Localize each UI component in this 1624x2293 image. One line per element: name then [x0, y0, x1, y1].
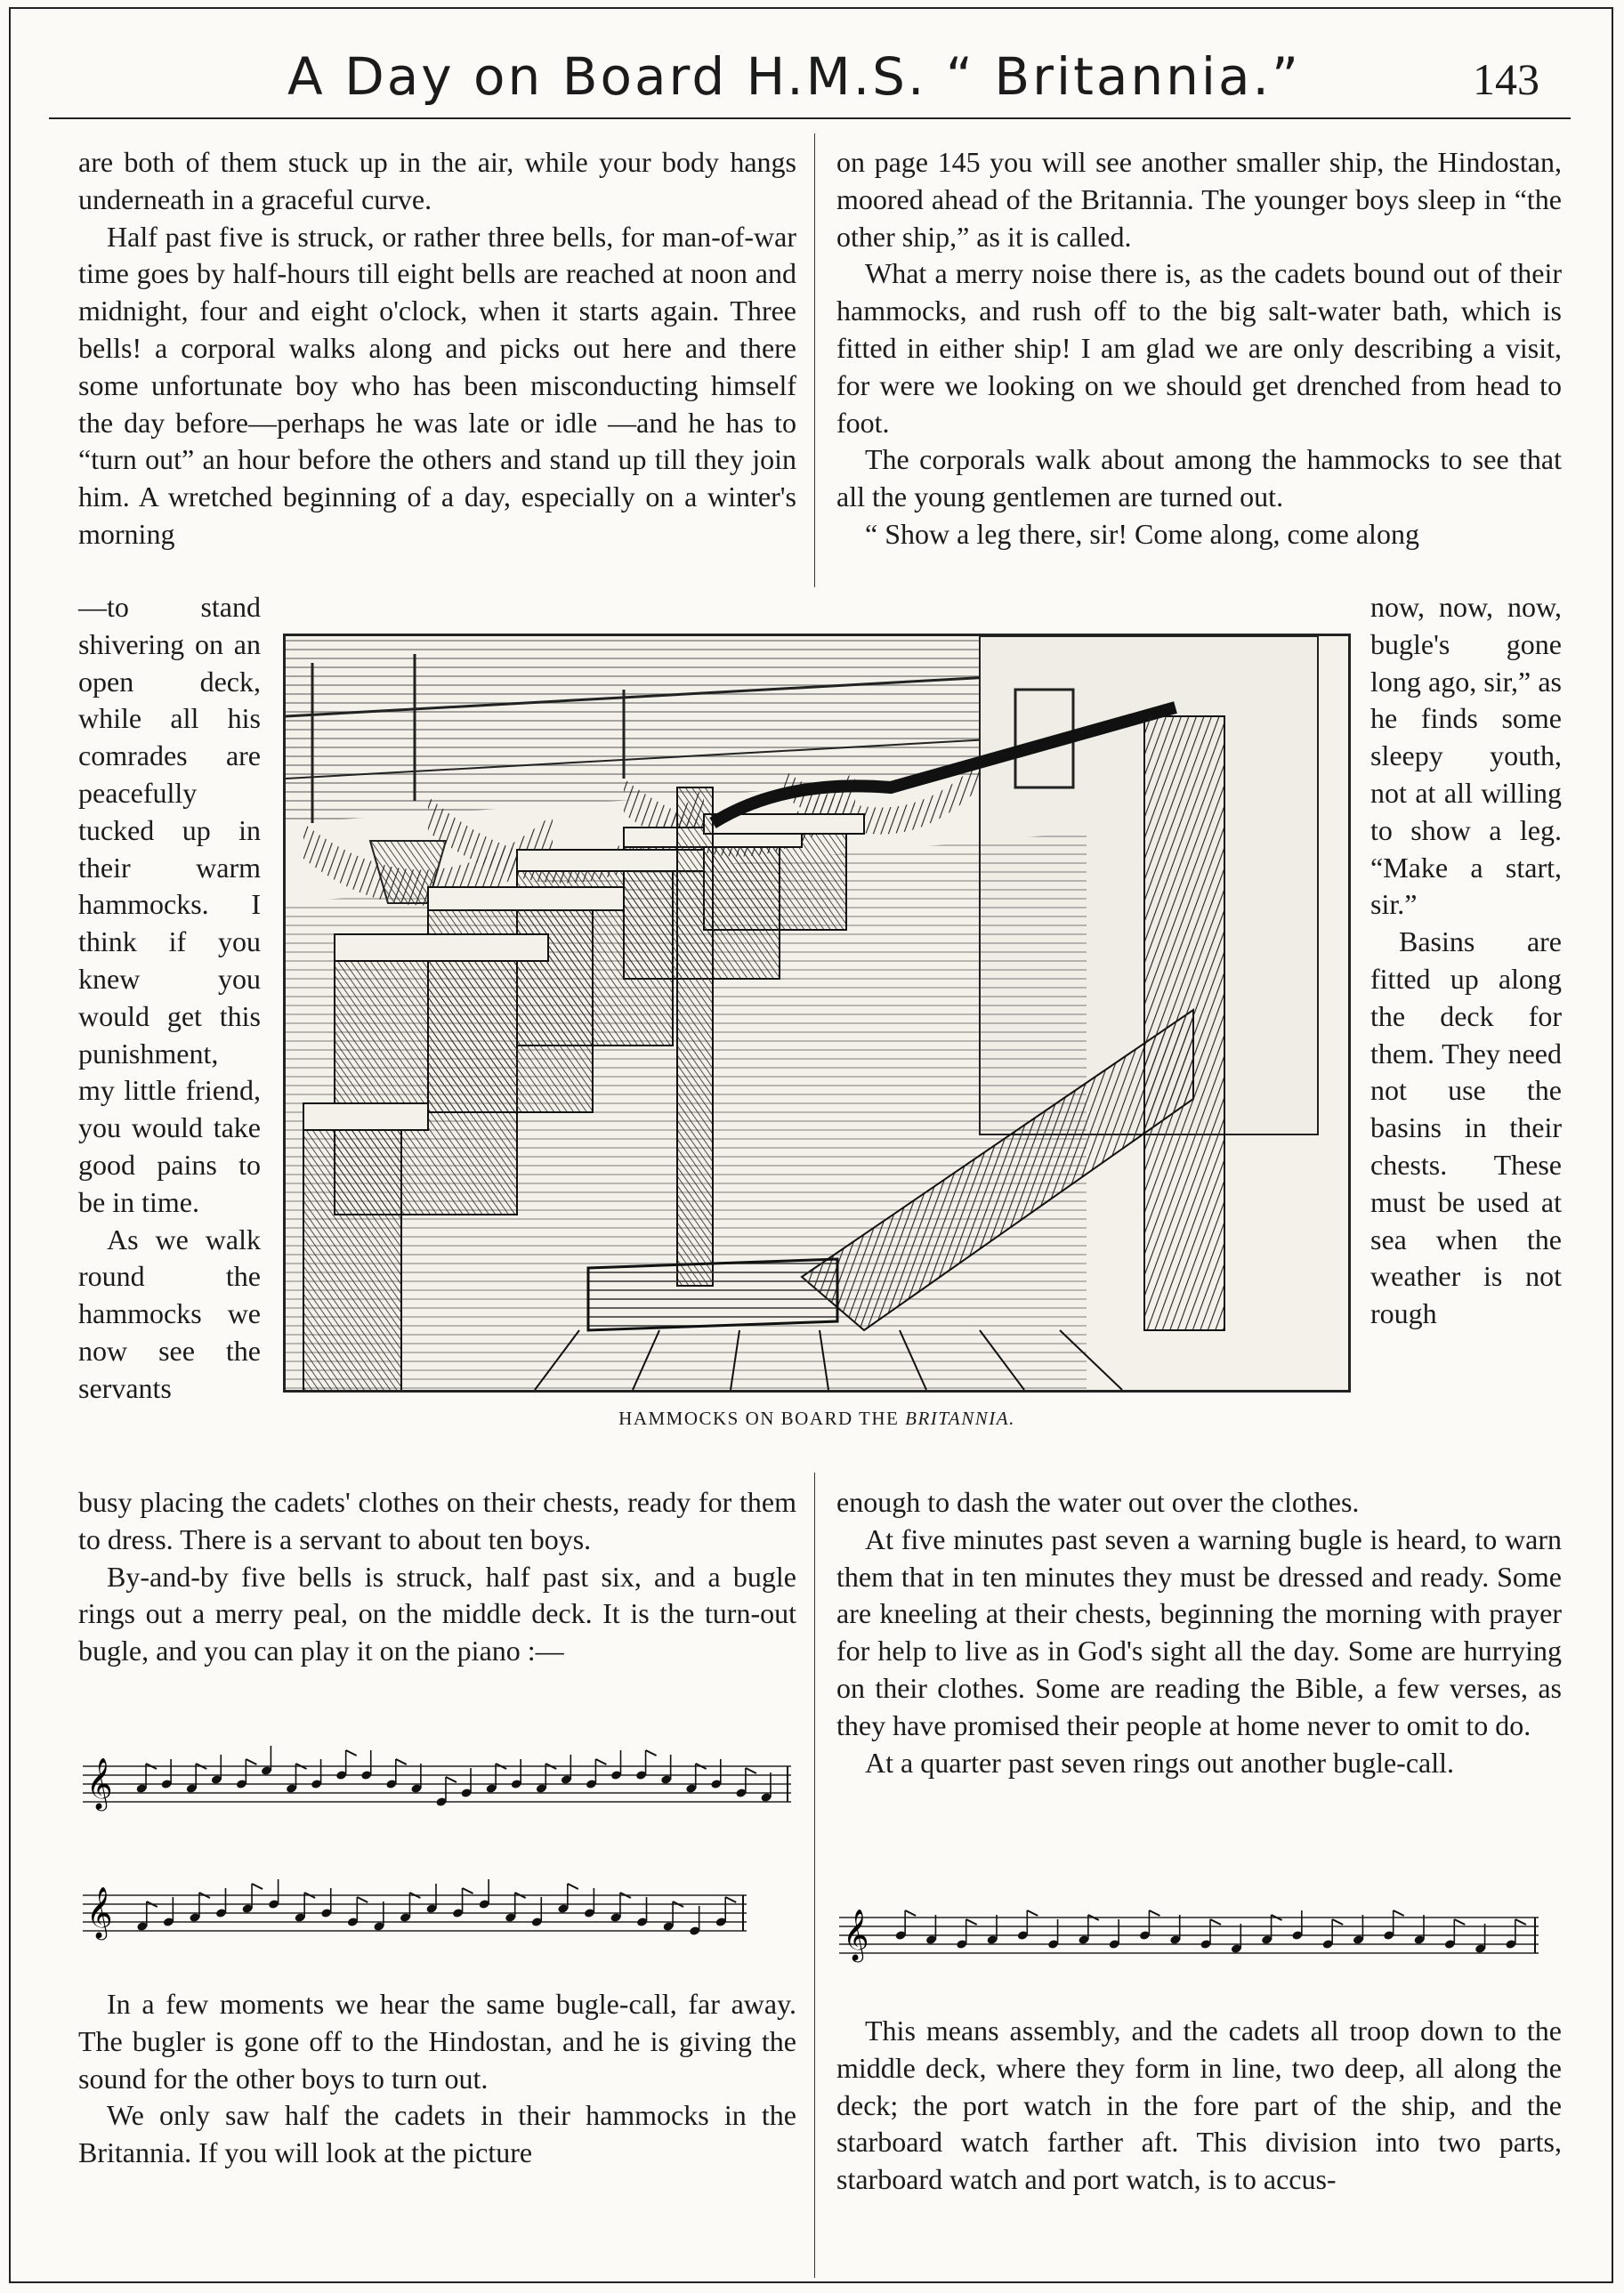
right-column-end — [836, 2013, 1562, 2199]
paragraph: Basins are fitted up along the deck for them. They need not use the basins in their chests. These must be used at sea when the weather is not rough — [1370, 925, 1562, 1330]
note-flag — [1210, 1919, 1221, 1925]
column-divider — [814, 1473, 815, 2278]
note-flag — [646, 1750, 657, 1756]
right-column-top — [836, 144, 1562, 553]
turn-out-bugle-line-2 — [76, 1869, 752, 1953]
running-header — [49, 44, 1539, 116]
note-flag — [357, 1897, 368, 1902]
right-column-bottom — [836, 1484, 1562, 1781]
note-flag — [1394, 1910, 1404, 1916]
figure-caption — [283, 1408, 1351, 1430]
note-flag — [1454, 1919, 1465, 1925]
note-flag — [463, 1888, 473, 1893]
note-flag — [346, 1750, 357, 1756]
paragraph: The corporals walk about among the hammocks to see that all the young gentlemen are turned out. — [836, 443, 1562, 513]
paragraph: Half past five is struck, or rather three bells, for man-of-war time goes by half-hours till eight bells are reached at noon and midnight, four and eight o'clock, when it starts again. Three bells! a corporal walks along and picks out here and there some unfortunate boy who has been misconducting himself the day before—perhaps he was late or idle —and he has to “turn out” an hour before the others and stand up till they join him. A wretched beginning of a day, especially on a winter's morning — [78, 220, 796, 550]
column-divider — [814, 133, 815, 587]
header-rule — [49, 117, 1571, 119]
paragraph: are both of them stuck up in the air, while your body hangs underneath in a graceful curve. — [78, 146, 796, 215]
turn-out-bugle-line-1 — [76, 1740, 796, 1824]
note-flag — [725, 1897, 736, 1902]
treble-clef: 𝄞 — [843, 1909, 869, 1960]
caption-ship-name: BRITANNIA. — [905, 1408, 1015, 1429]
note-flag — [905, 1910, 916, 1916]
page-number: 143 — [1473, 54, 1539, 104]
right-column-wrap — [1370, 589, 1562, 1333]
left-column-top — [78, 144, 796, 553]
caption-text: HAMMOCKS ON BOARD THE — [618, 1408, 906, 1429]
paragraph: What a merry noise there is, as the cadets bound out of their hammocks, and rush off to the big salt-water bath, which is fitted in either ship! I am glad we are only describing a visit, for were we looking on we should get drenched from head to foot. — [836, 257, 1562, 439]
note-flag — [396, 1759, 407, 1764]
paragraph: In a few moments we hear the same bugle-call, far away. The bugler is gone off to the Hindostan, and he is giving the sound for the other boys to turn out. — [78, 1988, 796, 2095]
paragraph: We only saw half the cadets in their hammocks in the Britannia. If you will look at the picture — [78, 2099, 796, 2169]
hammocks-illustration — [283, 634, 1351, 1393]
note-flag — [568, 1884, 578, 1889]
note-flag — [1149, 1910, 1159, 1916]
left-column-wrap — [78, 589, 261, 1408]
note-flag — [1515, 1919, 1526, 1925]
assembly-bugle — [832, 1891, 1544, 1975]
paragraph: By-and-by five bells is struck, half past six, and a bugle rings out a merry peal, on the middle deck. It is the turn-out bugle, and you can play it on the piano :— — [78, 1560, 796, 1667]
note-flag — [246, 1759, 256, 1764]
paragraph: enough to dash the water out over the clothes. — [836, 1486, 1360, 1518]
paragraph: —to stand shivering on an open deck, while all his comrades are peacefully tucked up in their warm hammocks. I think if you knew you would get this punishment, my little friend, you would take good pains to be in time. — [78, 591, 261, 1218]
paragraph: This means assembly, and the cadets all troop down to the middle deck, where they form in line, two deep, all along the deck; the port watch in the fore part of the ship, and the starboard watch farther aft. This division into two parts, starboard watch and port watch, is to accus- — [836, 2014, 1562, 2196]
note-flag — [966, 1919, 977, 1925]
note-flag — [1332, 1919, 1343, 1925]
left-column-bottom — [78, 1484, 796, 1670]
note-flag — [1027, 1910, 1038, 1916]
left-column-end — [78, 1986, 796, 2172]
paragraph: busy placing the cadets' clothes on their chests, ready for them to dress. There is a servant to about ten boys. — [78, 1486, 796, 1555]
note-flag — [446, 1777, 456, 1782]
page-title: A Day on Board H.M.S. “ Britannia.” — [287, 46, 1302, 107]
treble-clef: 𝄞 — [86, 1757, 113, 1809]
engraving — [286, 636, 1348, 1390]
note-flag — [746, 1768, 756, 1773]
note-flag — [595, 1759, 606, 1764]
paragraph: on page 145 you will see another smaller ship, the Hindostan, moored ahead of the Britannia. The younger boys sleep in “the other ship,” as it is called. — [836, 146, 1562, 253]
paragraph: “ Show a leg there, sir! Come along, come along — [865, 517, 1419, 550]
paragraph: As we walk round the hammocks we now see the servants — [78, 1223, 261, 1404]
paragraph: At five minutes past seven a warning bugle is heard, to warn them that in ten minutes they must be dressed and ready. Some are kneeling at their chests, beginning the morning with prayer for help to live as in God's sight all the day. Some are hurrying on their clothes. Some are reading the Bible, a few verses, as they have promised their people at home never to omit to do. — [836, 1522, 1562, 1741]
paragraph: At a quarter past seven rings out another bugle-call. — [865, 1746, 1454, 1779]
paragraph: now, now, now, bugle's gone long ago, sir,” as he finds some sleepy youth, not at all willing to show a leg. “Make a start, sir.” — [1370, 591, 1562, 921]
treble-clef: 𝄞 — [86, 1886, 113, 1938]
note-flag — [252, 1884, 263, 1889]
